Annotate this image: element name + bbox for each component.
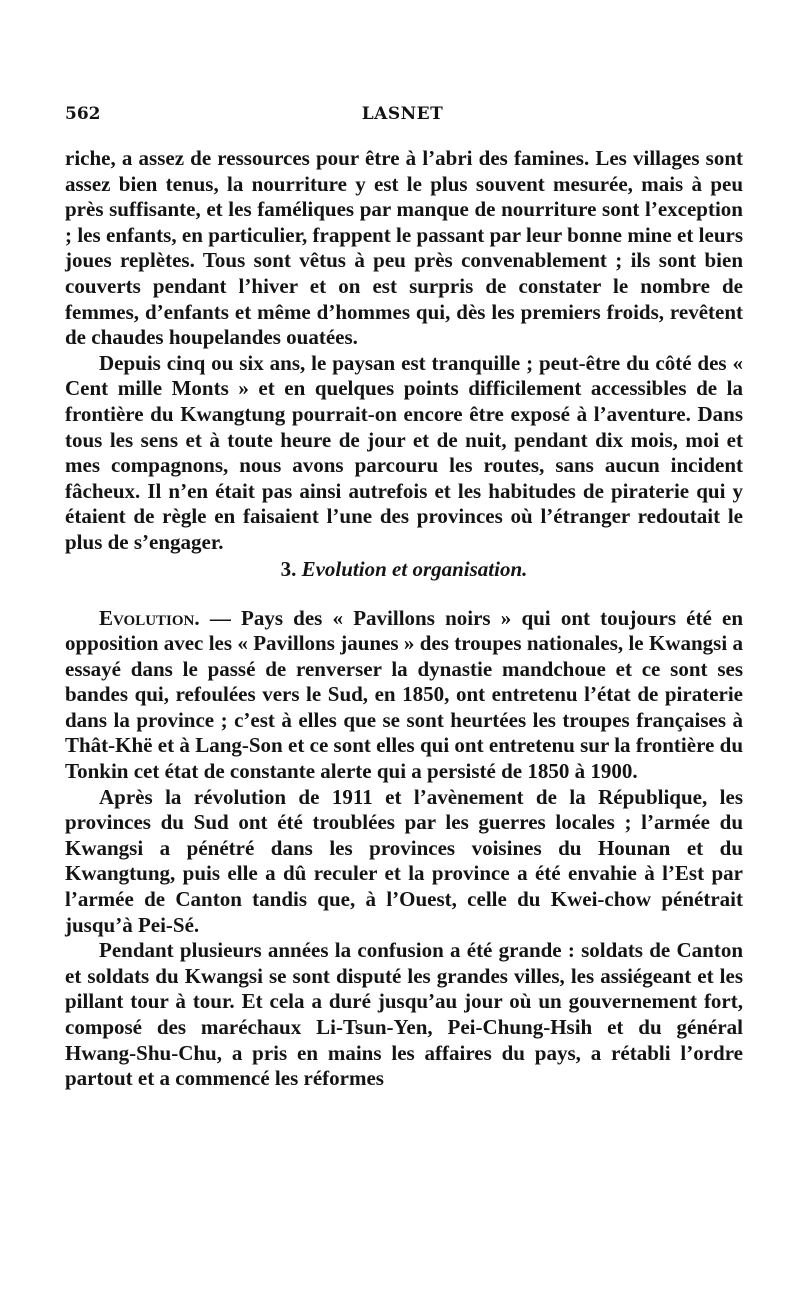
running-title: LASNET [361,104,444,124]
paragraph-continued: riche, a assez de ressources pour être à l’abri des famines. Les villages sont assez bien tenus, la nourriture y est le plus souvent mesurée, mais à peu près suffisante, et les faméliques par manque de nourriture sont l’exception ; les enfants, en particulier, frappent le passant par leur bonne mine et leurs joues replètes. Tous sont vêtus à peu près convenablement ; ils sont bien couverts pendant l’hiver et on est surpris de constater le nombre de femmes, d’enfants et même d’hommes qui, dès les premiers froids, revêtent de chaudes houpelandes ouatées. [65,146,743,350]
section-number: 3. [280,556,297,581]
paragraph-evolution-text: — Pays des « Pavillons noirs » qui ont toujours été en opposition avec les « Pavillons jaunes » des troupes nationales, le Kwangsi a essayé dans le passé de renverser la dynastie mandchoue et ce sont ses bandes qui, refoulées vers le Sud, en 1850, ont entretenu l’état de piraterie dans la province ; c’est à elles que se sont heurtées les troupes françaises à Thât-Khë et à Lang-Son et ce sont elles qui ont entretenu sur la frontière du Tonkin cet état de constante alerte qui a persisté de 1850 à 1900. [65,605,743,784]
paragraph-lead-word: Evolution. [99,605,200,630]
section-title: Evolution et organisation. [301,556,528,581]
section-heading [65,556,743,606]
page-number: 562 [65,104,101,124]
body-text [65,146,743,1092]
paragraph-confusion: Pendant plusieurs années la confusion a été grande : soldats de Canton et soldats du Kwangsi se sont disputé les grandes villes, les assiégeant et les pillant tour à tour. Et cela a duré jusqu’au jour où un gouvernement fort, composé des maréchaux Li-Tsun-Yen, Pei-Chung-Hsih et du général Hwang-Shu-Chu, a pris en mains les affaires du pays, a rétabli l’ordre partout et a commencé les réformes [65,938,743,1091]
paragraph-evolution [65,606,743,785]
paragraph-security: Depuis cinq ou six ans, le paysan est tranquille ; peut-être du côté des « Cent mille Monts » et en quelques points difficilement accessibles de la frontière du Kwangtung pourrait-on encore être exposé à l’aventure. Dans tous les sens et à toute heure de jour et de nuit, pendant dix mois, moi et mes compagnons, nous avons parcouru les routes, sans aucun incident fâcheux. Il n’en était pas ainsi autrefois et les habitudes de piraterie qui y étaient de règle en faisaient l’une des provinces où l’étranger redoutait le plus de s’engager. [65,350,743,554]
paragraph-revolution: Après la révolution de 1911 et l’avènement de la République, les provinces du Sud ont été troublées par les guerres locales ; l’armée du Kwangsi a pénétré dans les provinces voisines du Hounan et du Kwangtung, puis elle a dû reculer et la province a été envahie à l’Est par l’armée de Canton tandis que, à l’Ouest, celle du Kwei-chow pénétrait jusqu’à Pei-Sé. [65,784,743,937]
running-header [65,104,740,128]
